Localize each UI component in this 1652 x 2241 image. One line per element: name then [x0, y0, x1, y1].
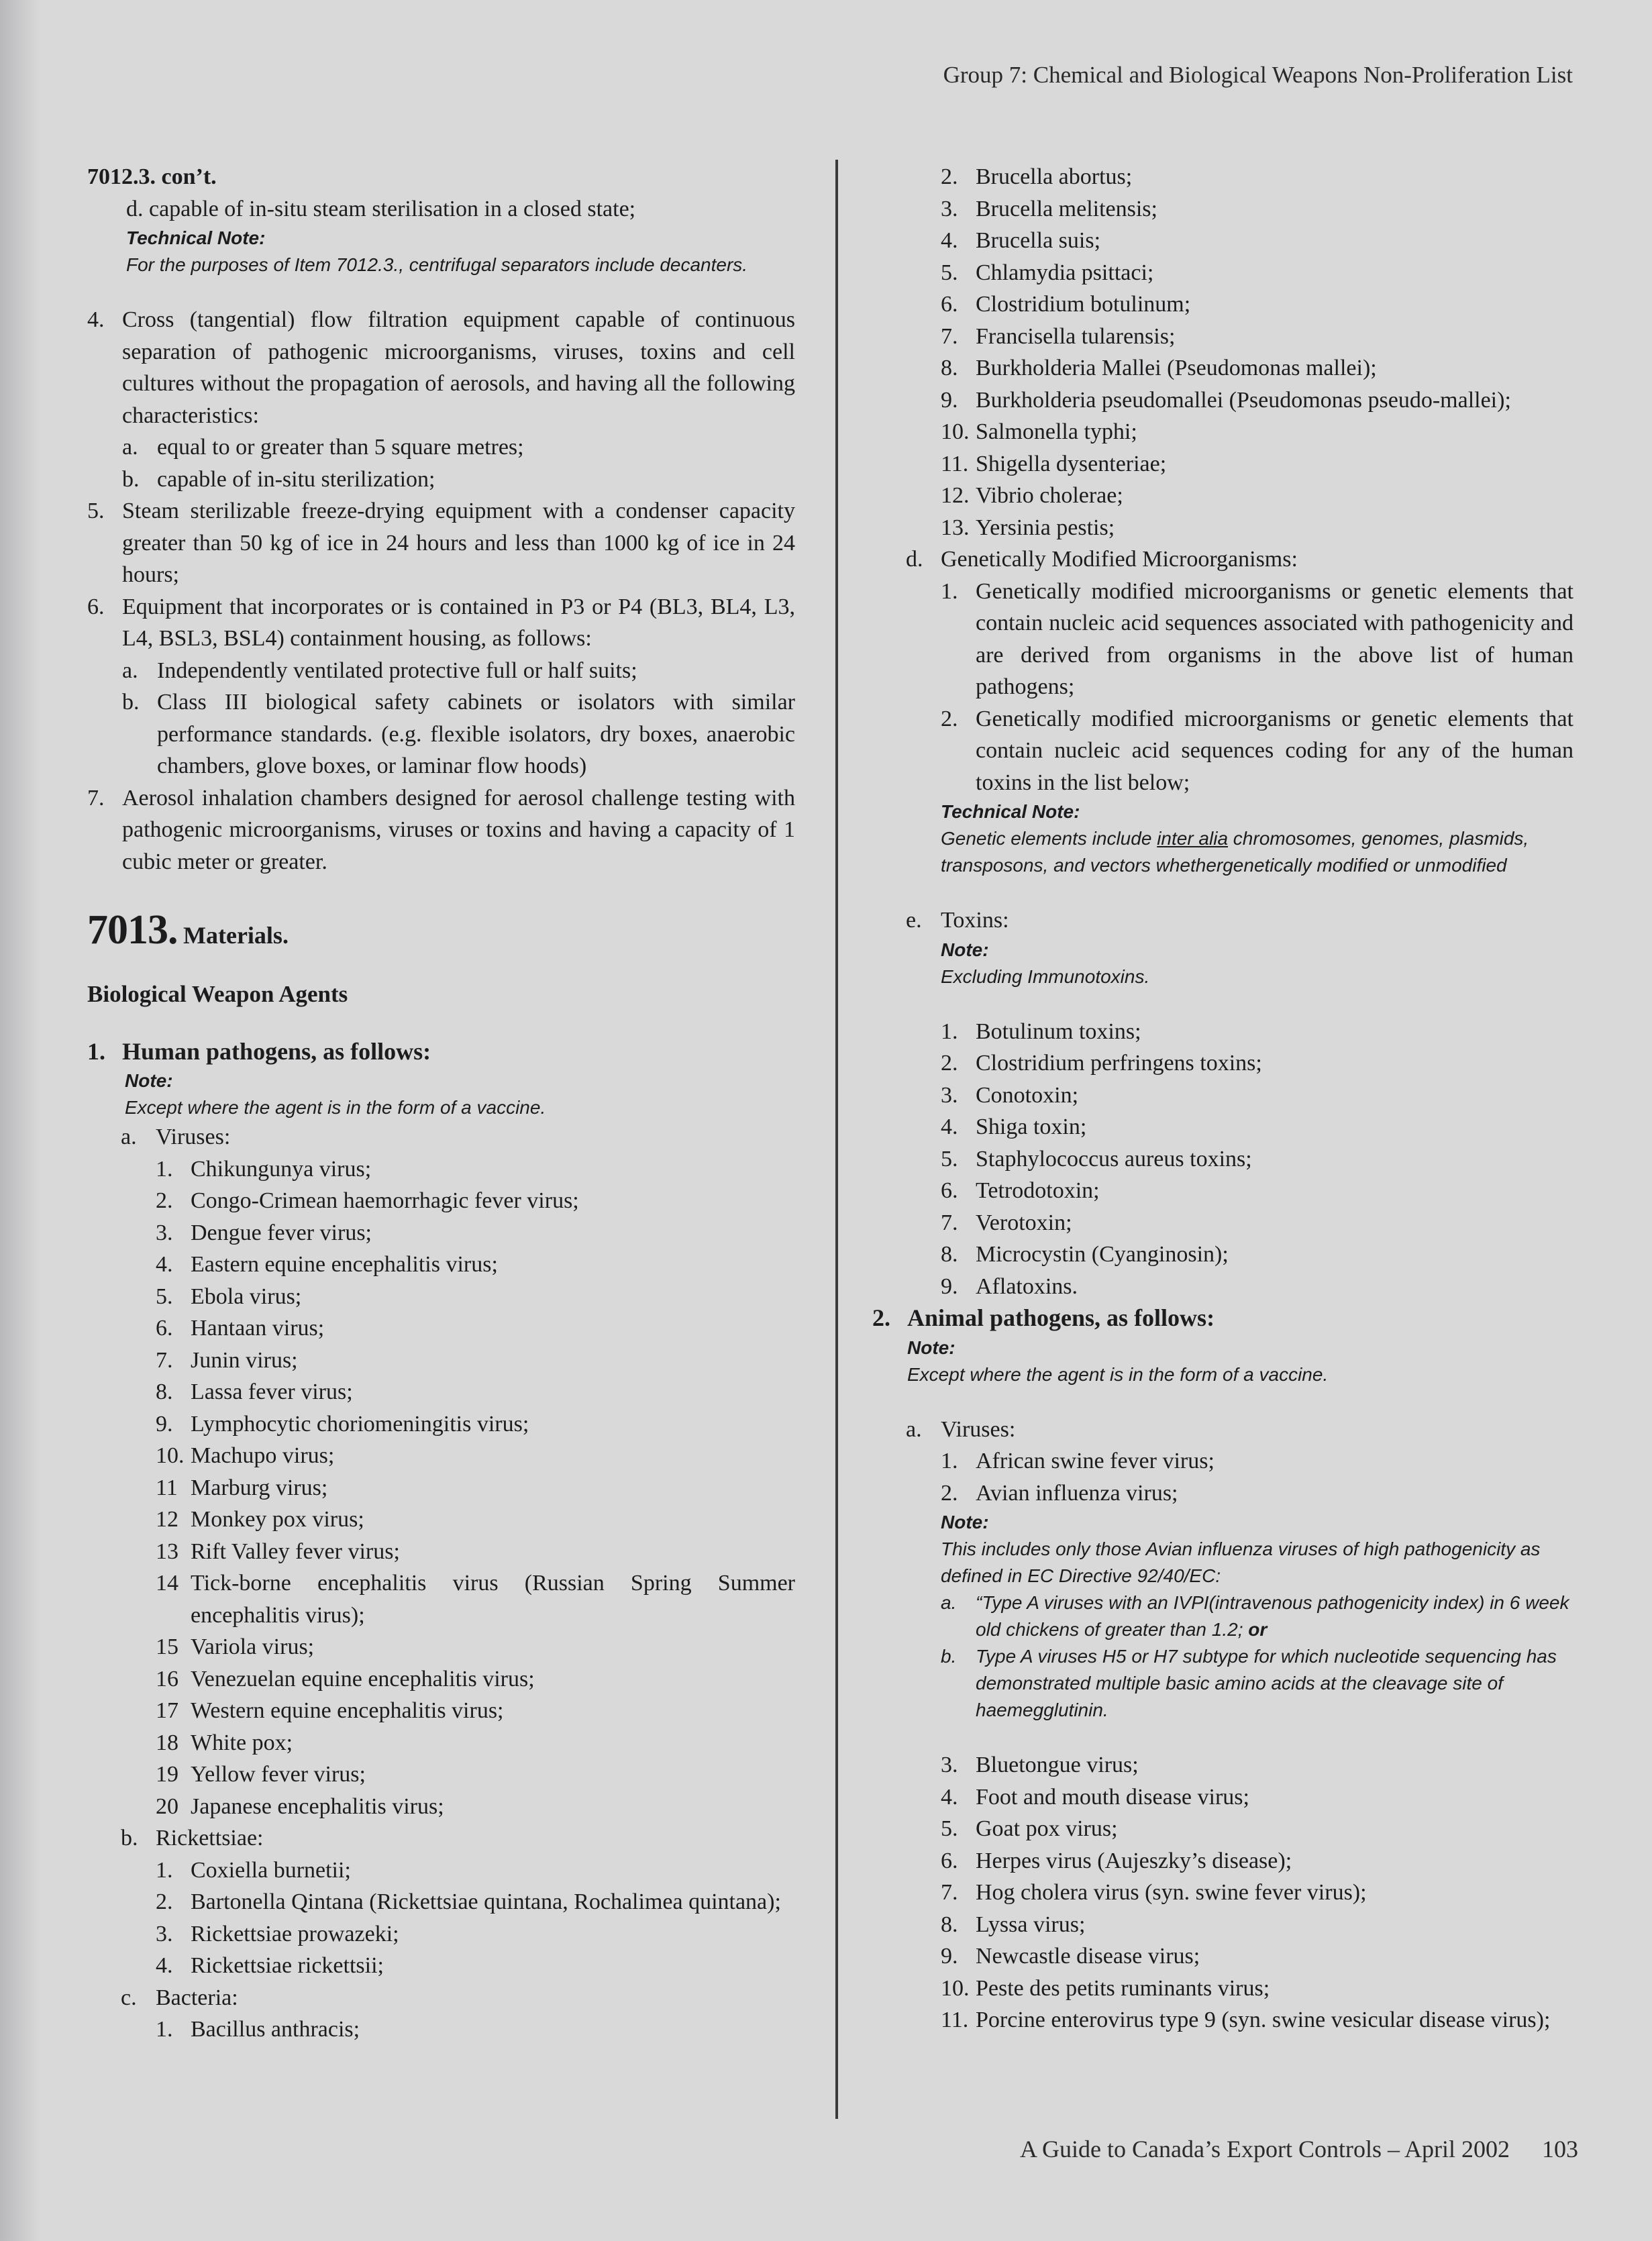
- item-text: Machupo virus;: [191, 1443, 335, 1468]
- item-number: 11.: [941, 2008, 969, 2032]
- technical-note-text: Genetic elements include inter alia chromosomes, genomes, plasmids, transposons, and vectors whethergenetically modified or unmodified: [941, 828, 1529, 876]
- item-number: 1.: [941, 1449, 958, 1473]
- item-text: Aerosol inhalation chambers designed for aerosol challenge testing with pathogenic microorganisms, viruses or toxins and having a capacity of 1 cubic meter or greater.: [122, 785, 795, 874]
- item-text: Newcastle disease virus;: [976, 1944, 1200, 1969]
- item-text: Conotoxin;: [976, 1082, 1079, 1108]
- item-text: Venezuelan equine encephalitis virus;: [191, 1666, 535, 1691]
- list-item: [87, 1855, 795, 1887]
- item-number: 5.: [941, 1146, 958, 1171]
- item-number: 4.: [156, 1953, 173, 1978]
- item-number: 14: [156, 1571, 178, 1596]
- list-item: [872, 1940, 1573, 1973]
- item-number: a.: [941, 1592, 957, 1613]
- list-item: [87, 1759, 795, 1791]
- list-item: [87, 1791, 795, 1823]
- item-text: Salmonella typhi;: [976, 419, 1137, 444]
- list-item: [87, 1312, 795, 1345]
- item-text: Dengue fever virus;: [191, 1220, 372, 1245]
- note-label: Note:: [941, 939, 989, 960]
- list-item: [872, 1477, 1573, 1510]
- item-number: a.: [122, 658, 138, 683]
- item-text: African swine fever virus;: [976, 1449, 1215, 1473]
- avian-note-text: This includes only those Avian influenza viruses of high pathogenicity as defined in EC Directive 92/40/EC:: [941, 1539, 1541, 1586]
- item-6: [87, 591, 795, 655]
- list-item: [872, 1749, 1573, 1781]
- item-5: [87, 495, 795, 591]
- item-text: Brucella suis;: [976, 228, 1101, 253]
- list-item: [87, 1950, 795, 1982]
- list-item: [872, 161, 1573, 193]
- item-number: a.: [122, 435, 138, 460]
- list-item: [87, 1695, 795, 1727]
- item-text: Bartonella Qintana (Rickettsiae quintana, Rochalimea quintana);: [191, 1889, 781, 1914]
- item-text: Genetically modified microorganisms or genetic elements that contain nucleic acid sequences associated with pathogenicity and are derived from organisms in the above list of human pathogens;: [976, 578, 1573, 699]
- item-number: 7.: [941, 1880, 958, 1905]
- item-number: 3.: [941, 1082, 958, 1108]
- item-number: a.: [906, 1416, 922, 1442]
- list-item: [87, 1345, 795, 1377]
- item-text: Congo-Crimean haemorrhagic fever virus;: [191, 1188, 579, 1213]
- item-number: 8.: [941, 1912, 958, 1937]
- list-item: [872, 257, 1573, 289]
- item-number: 1.: [156, 1857, 173, 1883]
- item-text: Rift Valley fever virus;: [191, 1539, 400, 1564]
- technical-note-text: For the purposes of Item 7012.3., centrifugal separators include decanters.: [126, 254, 748, 275]
- item-number: 2.: [941, 1480, 958, 1506]
- rickettsiae-heading: [87, 1822, 795, 1855]
- item-number: b.: [122, 466, 140, 492]
- item-text: Francisella tularensis;: [976, 323, 1176, 349]
- item-number: 17: [156, 1698, 178, 1723]
- item-text: Marburg virus;: [191, 1475, 328, 1500]
- item-number: 3.: [156, 1921, 173, 1946]
- animal-viruses-list-first: [872, 1445, 1573, 1509]
- list-item: [87, 1472, 795, 1504]
- item-number: b.: [941, 1646, 957, 1667]
- item-number: 2.: [941, 164, 958, 189]
- animal-viruses-list-rest: [872, 1749, 1573, 2036]
- item-number: 4.: [87, 307, 105, 332]
- item-text: Viruses:: [156, 1125, 231, 1149]
- item-text: Herpes virus (Aujeszky’s disease);: [976, 1848, 1292, 1873]
- item-number: 4.: [941, 1114, 958, 1139]
- running-header: Group 7: Chemical and Biological Weapons Non-Proliferation List: [943, 62, 1573, 88]
- item-text: Lyssa virus;: [976, 1912, 1086, 1937]
- item-text: Ebola virus;: [191, 1284, 302, 1309]
- item-text: “Type A viruses with an IVPI(intravenous pathogenicity index) in 6 week old chickens of greater than 1.2; or: [976, 1592, 1569, 1640]
- item-4b: [87, 464, 795, 496]
- human-pathogens-heading: [87, 1036, 795, 1068]
- item-text: Aflatoxins.: [976, 1273, 1078, 1299]
- item-text: Bacillus anthracis;: [191, 2017, 360, 2042]
- item-text: Burkholderia Mallei (Pseudomonas mallei);: [976, 356, 1377, 380]
- list-item: [872, 480, 1573, 512]
- item-7: [87, 782, 795, 878]
- item-text: Microcystin (Cyanginosin);: [976, 1242, 1229, 1267]
- item-text: Brucella melitensis;: [976, 196, 1157, 221]
- list-item: [872, 1016, 1573, 1048]
- item-number: 2.: [156, 1188, 173, 1213]
- item-number: 8.: [941, 356, 958, 380]
- item-text: Lassa fever virus;: [191, 1379, 353, 1404]
- item-text: Human pathogens, as follows:: [122, 1037, 431, 1065]
- item-text: Goat pox virus;: [976, 1816, 1118, 1841]
- item-number: e.: [906, 908, 922, 933]
- item-text: Peste des petits ruminants virus;: [976, 1975, 1270, 2001]
- list-item: [87, 1918, 795, 1950]
- item-number: 2.: [941, 706, 958, 731]
- section-heading: [87, 903, 795, 963]
- list-item: [872, 225, 1573, 257]
- list-item: [872, 1813, 1573, 1845]
- item-number: 3.: [941, 1753, 958, 1777]
- item-number: 19: [156, 1762, 178, 1787]
- viruses-heading: [87, 1121, 795, 1153]
- item-number: 4.: [941, 228, 958, 253]
- item-number: 1.: [156, 2017, 173, 2042]
- column-divider: [835, 160, 838, 2119]
- list-item: [872, 576, 1573, 703]
- item-number: 6.: [87, 594, 105, 619]
- technical-note-label: Technical Note:: [126, 227, 266, 248]
- item-number: 10.: [156, 1443, 185, 1468]
- item-number: 3.: [156, 1220, 173, 1245]
- item-number: 1.: [156, 1156, 173, 1182]
- item-text: Yersinia pestis;: [976, 515, 1115, 540]
- item-text: Tetrodotoxin;: [976, 1178, 1100, 1203]
- item-number: 7.: [156, 1347, 173, 1373]
- list-item: [872, 1877, 1573, 1909]
- item-number: 4.: [156, 1252, 173, 1277]
- item-number: 2.: [941, 1051, 958, 1076]
- list-item: [872, 1207, 1573, 1239]
- page-edge-shadow: [0, 0, 40, 2241]
- list-item: [872, 1973, 1573, 2005]
- avian-note-a: [872, 1589, 1573, 1643]
- list-item: [87, 1440, 795, 1472]
- list-item: [872, 1781, 1573, 1814]
- item-text: Foot and mouth disease virus;: [976, 1784, 1249, 1810]
- item-number: 9.: [941, 1944, 958, 1969]
- bacteria-heading: [87, 1982, 795, 2014]
- item-number: 1.: [941, 578, 958, 604]
- list-item: [872, 416, 1573, 448]
- page-number: 103: [1542, 2136, 1578, 2162]
- item-text: Genetically modified microorganisms or genetic elements that contain nucleic acid sequences coding for any of the human toxins in the list below;: [976, 706, 1573, 795]
- item-number: 1.: [87, 1037, 105, 1065]
- item-text: Bacteria:: [156, 1985, 238, 2010]
- item-text: Shiga toxin;: [976, 1114, 1087, 1139]
- list-item: [87, 1153, 795, 1186]
- item-number: 2.: [872, 1304, 890, 1331]
- toxins-list: [872, 1016, 1573, 1303]
- list-item: [872, 1845, 1573, 1877]
- item-number: 4.: [941, 1784, 958, 1810]
- item-6b: [87, 686, 795, 782]
- item-number: a.: [121, 1125, 137, 1149]
- list-item: [872, 1271, 1573, 1303]
- item-text: Tick-borne encephalitis virus (Russian Spring Summer encephalitis virus);: [191, 1571, 795, 1628]
- note-text: Excluding Immunotoxins.: [941, 966, 1150, 987]
- item-6a: [87, 655, 795, 687]
- left-column: [87, 161, 795, 2046]
- item-text: Clostridium perfringens toxins;: [976, 1051, 1262, 1076]
- list-item: [87, 1886, 795, 1918]
- list-item: [872, 1175, 1573, 1207]
- item-text: Toxins:: [941, 908, 1009, 933]
- item-text: Independently ventilated protective full or half suits;: [157, 658, 637, 683]
- item-number: 7.: [941, 323, 958, 349]
- item-number: 6.: [156, 1316, 173, 1341]
- item-text: Porcine enterovirus type 9 (syn. swine vesicular disease virus);: [976, 2008, 1551, 2032]
- item-number: b.: [121, 1826, 138, 1851]
- list-item: [872, 1047, 1573, 1080]
- section-number: 7013.: [87, 907, 178, 953]
- item-text: Verotoxin;: [976, 1210, 1072, 1235]
- item-4a: [87, 431, 795, 464]
- technical-note-label: Technical Note:: [941, 801, 1080, 822]
- list-item: [87, 1536, 795, 1568]
- item-text: Steam sterilizable freeze-drying equipment with a condenser capacity greater than 50 kg of ice in 24 hours and less than 1000 kg of ice in 24 hours;: [122, 499, 795, 587]
- avian-note-b: [872, 1643, 1573, 1724]
- item-number: 13: [156, 1539, 178, 1564]
- item-number: 6.: [941, 292, 958, 317]
- item-number: 1.: [941, 1019, 958, 1044]
- list-item: [872, 1239, 1573, 1271]
- toxins-heading: [872, 904, 1573, 937]
- item-number: 2.: [156, 1889, 173, 1914]
- note-label: Note:: [125, 1070, 173, 1091]
- item-number: 5.: [156, 1284, 173, 1309]
- item-number: 7.: [87, 785, 105, 811]
- item-text: Botulinum toxins;: [976, 1019, 1141, 1044]
- note-label: Note:: [907, 1337, 956, 1358]
- item-text: Type A viruses H5 or H7 subtype for which nucleotide sequencing has demonstrated multiple basic amino acids at the cleavage site of haemegglutinin.: [976, 1646, 1557, 1720]
- footer: [1020, 2135, 1578, 2163]
- item-number: 6.: [941, 1848, 958, 1873]
- list-item: [872, 352, 1573, 384]
- right-column: [872, 161, 1573, 2036]
- item-text: Chlamydia psittaci;: [976, 260, 1154, 285]
- item-text: Bluetongue virus;: [976, 1753, 1139, 1777]
- item-text: Monkey pox virus;: [191, 1507, 364, 1532]
- animal-viruses-heading: [872, 1414, 1573, 1446]
- section-title: Materials.: [183, 922, 289, 949]
- continued-item-d: d. capable of in-situ steam sterilisation in a closed state;: [126, 196, 636, 221]
- item-text: Yellow fever virus;: [191, 1762, 366, 1787]
- item-text: Western equine encephalitis virus;: [191, 1698, 504, 1723]
- item-text: Rickettsiae rickettsii;: [191, 1953, 384, 1978]
- continued-heading: 7012.3. con’t.: [87, 164, 217, 189]
- item-text: equal to or greater than 5 square metres;: [157, 435, 524, 460]
- item-number: b.: [122, 690, 140, 715]
- item-number: 16: [156, 1666, 178, 1691]
- list-item: [87, 1631, 795, 1663]
- item-text: Japanese encephalitis virus;: [191, 1793, 444, 1819]
- list-item: [87, 1249, 795, 1281]
- item-number: 9.: [156, 1411, 173, 1437]
- item-number: 10.: [941, 1975, 970, 2001]
- item-text: Variola virus;: [191, 1634, 315, 1659]
- item-text: Burkholderia pseudomallei (Pseudomonas pseudo-mallei);: [976, 387, 1511, 413]
- rickettsiae-list: [87, 1855, 795, 1982]
- list-item: [872, 1111, 1573, 1143]
- item-text: Genetically Modified Microorganisms:: [941, 547, 1298, 572]
- item-text: capable of in-situ sterilization;: [157, 466, 435, 492]
- item-text: Junin virus;: [191, 1347, 298, 1373]
- item-number: 15: [156, 1634, 178, 1659]
- item-number: 5.: [87, 499, 105, 523]
- item-number: 11.: [941, 451, 969, 476]
- item-number: d.: [906, 547, 923, 572]
- item-text: Staphylococcus aureus toxins;: [976, 1146, 1252, 1171]
- item-number: c.: [121, 1985, 137, 2010]
- item-number: 18: [156, 1730, 178, 1755]
- item-number: 12: [156, 1507, 178, 1532]
- item-number: 3.: [941, 196, 958, 221]
- animal-pathogens-heading: [872, 1302, 1573, 1335]
- list-item: [87, 1663, 795, 1696]
- item-text: Rickettsiae prowazeki;: [191, 1921, 399, 1946]
- list-item: [872, 512, 1573, 544]
- item-text: Rickettsiae:: [156, 1826, 264, 1851]
- list-item: [87, 2014, 795, 2046]
- list-item: [872, 1143, 1573, 1176]
- note-text: Except where the agent is in the form of a vaccine.: [125, 1097, 546, 1118]
- list-item: [872, 321, 1573, 353]
- item-text: Chikungunya virus;: [191, 1156, 372, 1182]
- list-item: [87, 1567, 795, 1631]
- list-item: [87, 1185, 795, 1217]
- item-number: 10.: [941, 419, 970, 444]
- item-number: 9.: [941, 1273, 958, 1299]
- footer-text: A Guide to Canada’s Export Controls – April 2002: [1020, 2136, 1510, 2162]
- list-item: [872, 384, 1573, 417]
- gmo-list: [872, 576, 1573, 799]
- avian-note-label: Note:: [941, 1512, 989, 1532]
- list-item: [87, 1281, 795, 1313]
- subsection-heading: Biological Weapon Agents: [87, 981, 348, 1007]
- list-item: [872, 193, 1573, 225]
- list-item: [872, 448, 1573, 480]
- list-item: [872, 1909, 1573, 1941]
- list-item: [872, 703, 1573, 799]
- note-text: Except where the agent is in the form of a vaccine.: [907, 1363, 1329, 1385]
- item-number: 6.: [941, 1178, 958, 1203]
- item-text: Brucella abortus;: [976, 164, 1133, 189]
- item-text: Vibrio cholerae;: [976, 483, 1123, 508]
- item-number: 20: [156, 1793, 178, 1819]
- list-item: [872, 1445, 1573, 1477]
- list-item: [87, 1727, 795, 1759]
- item-text: Shigella dysenteriae;: [976, 451, 1167, 476]
- list-item: [87, 1376, 795, 1408]
- item-text: Eastern equine encephalitis virus;: [191, 1252, 498, 1277]
- item-number: 8.: [156, 1379, 173, 1404]
- item-text: Equipment that incorporates or is contained in P3 or P4 (BL3, BL4, L3, L4, BSL3, BSL4) containment housing, as follows:: [122, 594, 795, 651]
- list-item: [872, 289, 1573, 321]
- item-number: 12.: [941, 483, 970, 508]
- item-text: Animal pathogens, as follows:: [907, 1304, 1215, 1331]
- item-text: Class III biological safety cabinets or isolators with similar performance standards. (e.g. flexible isolators, dry boxes, anaerobic chambers, glove boxes, or laminar flow hoods): [157, 690, 795, 778]
- item-text: Hantaan virus;: [191, 1316, 325, 1341]
- item-4: [87, 304, 795, 431]
- gmo-heading: [872, 543, 1573, 576]
- list-item: [87, 1504, 795, 1536]
- bacteria-list-left: [87, 2014, 795, 2046]
- item-number: 9.: [941, 387, 958, 413]
- item-text: Lymphocytic choriomeningitis virus;: [191, 1411, 529, 1437]
- item-text: Hog cholera virus (syn. swine fever virus);: [976, 1880, 1367, 1905]
- item-text: White pox;: [191, 1730, 293, 1755]
- item-number: 13.: [941, 515, 970, 540]
- item-text: Cross (tangential) flow filtration equipment capable of continuous separation of pathogenic microorganisms, viruses, toxins and cell cultures without the propagation of aerosols, and having all the following characteristics:: [122, 307, 795, 428]
- item-text: Clostridium botulinum;: [976, 292, 1191, 317]
- list-item: [87, 1408, 795, 1441]
- bacteria-list-right: [872, 161, 1573, 543]
- item-text: Avian influenza virus;: [976, 1480, 1178, 1506]
- human-viruses-list: [87, 1153, 795, 1823]
- item-number: 8.: [941, 1242, 958, 1267]
- list-item: [872, 2004, 1573, 2036]
- list-item: [872, 1080, 1573, 1112]
- item-text: Coxiella burnetii;: [191, 1857, 351, 1883]
- item-number: 5.: [941, 1816, 958, 1841]
- list-item: [87, 1217, 795, 1249]
- item-text: Viruses:: [941, 1416, 1016, 1442]
- item-number: 5.: [941, 260, 958, 285]
- item-number: 7.: [941, 1210, 958, 1235]
- item-number: 11: [156, 1475, 178, 1500]
